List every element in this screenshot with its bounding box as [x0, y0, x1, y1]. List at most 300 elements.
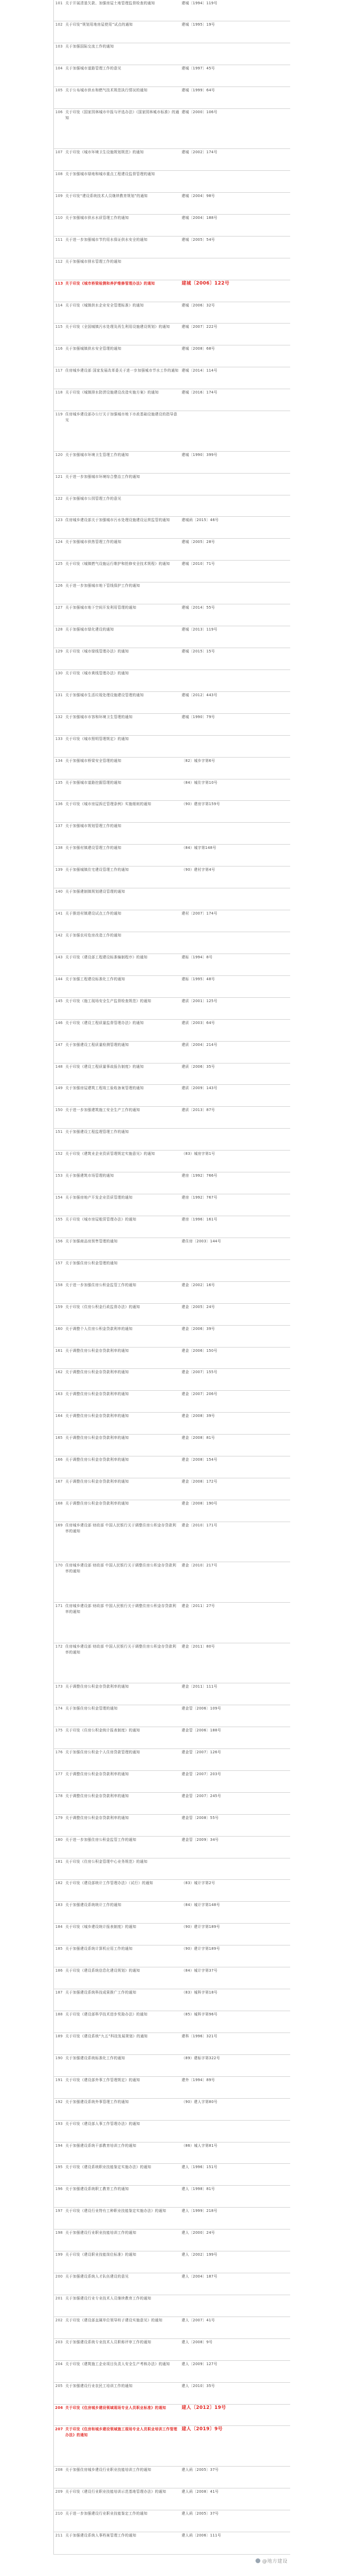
table-row	[54, 1129, 290, 1151]
document-code: 建人〔2010〕35号	[181, 2382, 290, 2404]
document-title: 关于调整住房公积金存贷款利率的通知	[65, 1814, 181, 1836]
row-number: 204	[54, 2360, 65, 2382]
document-code: 建人函〔2005〕37号	[181, 2467, 290, 2488]
row-number: 111	[54, 236, 65, 258]
table-row	[54, 2532, 290, 2554]
table-row	[54, 975, 290, 997]
table-row	[54, 345, 290, 367]
document-title: 关于印发“建设系统技术人员继续教育规划”的通知	[65, 192, 181, 214]
row-number: 177	[54, 1770, 65, 1792]
document-title: 关于印发《施工现场安全生产监督检查规范》的通知	[65, 997, 181, 1019]
document-code: 建城〔1995〕19号	[181, 21, 290, 43]
document-code: 建金〔2010〕217号	[181, 1562, 290, 1603]
row-number: 106	[54, 108, 65, 149]
document-code: 建城〔2000〕106号	[181, 108, 290, 149]
row-number: 119	[54, 411, 65, 452]
table-row	[54, 845, 290, 866]
document-title: 关于印发《建设工程质量监督管理办法》的通知	[65, 1019, 181, 1041]
table-row	[54, 280, 290, 302]
table-row	[54, 2230, 290, 2251]
document-code: 建人〔2012〕19号	[181, 2404, 290, 2426]
document-code	[181, 2120, 290, 2142]
row-number: 141	[54, 910, 65, 932]
table-row	[54, 149, 290, 171]
document-title: 关于调整住房公积金存贷款利率的通知	[65, 1683, 181, 1705]
document-code: 建金〔2007〕206号	[181, 1391, 290, 1413]
row-number: 202	[54, 2317, 65, 2338]
table-row	[54, 2295, 290, 2317]
document-title: 关于加强建设行业专业技术人员继续教育工作的通知	[65, 2295, 181, 2317]
row-number: 117	[54, 367, 65, 389]
document-title: 关于印发《住房公积金管理中心业务规范》的通知	[65, 1858, 181, 1880]
document-title: 关于印发《建设部外事工作管理规定》的通知	[65, 2076, 181, 2098]
row-number: 137	[54, 823, 65, 845]
document-code: 建人〔1996〕151号	[181, 2164, 290, 2186]
document-title: 关于印发《住房公积金统计报表制度》的通知	[65, 1727, 181, 1748]
document-title: 关于印发《建设行业特有工种职业技能鉴定实施办法》的通知	[65, 2208, 181, 2230]
table-row	[54, 86, 290, 108]
document-title: 关于印发《建设部人事工作管理办法》的通知	[65, 2120, 181, 2142]
document-code: 建金管〔2008〕55号	[181, 1814, 290, 1836]
table-row	[54, 713, 290, 735]
row-number: 122	[54, 495, 65, 517]
document-code: 建城〔2004〕98号	[181, 192, 290, 214]
table-row	[54, 1683, 290, 1705]
row-number: 207	[54, 2426, 65, 2467]
row-number: 192	[54, 2098, 65, 2120]
document-title: 关于加强建设系统统计工作的通知	[65, 1902, 181, 1924]
document-code	[181, 735, 290, 757]
table-row	[54, 1413, 290, 1435]
table-row	[54, 1562, 290, 1603]
table-row	[54, 626, 290, 648]
document-code: 建城〔2005〕28号	[181, 539, 290, 561]
document-code: 建人〔2019〕9号	[181, 2426, 290, 2467]
document-title: 关于加强工程建设标准化工作的通知	[65, 975, 181, 997]
document-code	[181, 582, 290, 604]
document-title: 关于加强城市市容和环境卫生管理的通知	[65, 713, 181, 735]
document-title: 关于加强建设系统科技成果推广工作的通知	[65, 1989, 181, 2011]
document-title: 关于印发《住房公积金行政监督办法》的通知	[65, 1303, 181, 1325]
table-row	[54, 2076, 290, 2098]
document-title: 关于加强建设行业农民工培训工作的通知	[65, 2382, 181, 2404]
row-number: 160	[54, 1325, 65, 1347]
table-row	[54, 2098, 290, 2120]
document-code: 建人〔2004〕187号	[181, 2273, 290, 2295]
document-title: 关于加强城市供热管理工作的通知	[65, 539, 181, 561]
table-row	[54, 2382, 290, 2404]
document-title: 关于印发《建筑业企业资质管理规定实施意见》的通知	[65, 1151, 181, 1172]
document-title: 关于进一步加强建筑施工安全生产工作的通知	[65, 1107, 181, 1129]
row-number: 145	[54, 997, 65, 1019]
table-row	[54, 669, 290, 691]
table-row	[54, 757, 290, 779]
document-code: 建金〔2008〕39号	[181, 1413, 290, 1435]
row-number: 182	[54, 1880, 65, 1902]
document-title: 关于印发《建设系统“九五”科技发展规划》的通知	[65, 2033, 181, 2054]
document-title: 关于调整个人住房公积金贷款利率的通知	[65, 1325, 181, 1347]
row-number: 170	[54, 1562, 65, 1603]
document-code	[181, 823, 290, 845]
table-row	[54, 2011, 290, 2033]
document-title: 住房城乡建设部 财政部 中国人民银行关于调整住房公积金存贷款利率的通知	[65, 1562, 181, 1603]
row-number: 112	[54, 258, 65, 280]
document-title: 关于调整住房公积金存贷款利率的通知	[65, 1456, 181, 1478]
document-code: 建城〔2013〕119号	[181, 626, 290, 648]
document-code: 建标〔1995〕48号	[181, 975, 290, 997]
document-code: 建质〔2009〕143号	[181, 1085, 290, 1107]
row-number: 107	[54, 149, 65, 171]
document-code: 建房〔1992〕767号	[181, 1194, 290, 1216]
document-title: 关于加强房屋建筑工程竣工验收备案管理的通知	[65, 1085, 181, 1107]
row-number: 139	[54, 866, 65, 888]
document-title: 关于印发《建设部直属单位领导班子建设实施意见》的通知	[65, 2317, 181, 2338]
document-code: （83）城科字第18号	[181, 1989, 290, 2011]
document-title: 关于加强建设工程监理管理工作的通知	[65, 1129, 181, 1151]
document-title: 关于加强城市环境卫生管理工作的通知	[65, 451, 181, 473]
document-code	[181, 473, 290, 495]
document-title: 关于印发《全国城镇污水处理及再生利用设施建设规划》的通知	[65, 324, 181, 345]
table-row	[54, 823, 290, 845]
document-title: 关于加强城市绿化建设的通知	[65, 626, 181, 648]
document-code: 建城〔1997〕45号	[181, 65, 290, 86]
document-title: 住房城乡建设部 国家发展改革委关于进一步加强城市节水工作的通知	[65, 367, 181, 389]
row-number: 199	[54, 2251, 65, 2273]
table-row	[54, 582, 290, 604]
table-row	[54, 1325, 290, 1347]
document-title: 关于印发《城镇供水企业安全管理标准》的通知	[65, 302, 181, 324]
document-title: 关于进一步加强城市节约用水保证供水安全的通知	[65, 236, 181, 258]
table-row	[54, 2142, 290, 2164]
document-title: 关于印发《国家园林城市申报与评选办法》《国家园林城市标准》的通知	[65, 108, 181, 149]
table-row	[54, 43, 290, 65]
document-code: （89）建标字第322号	[181, 2054, 290, 2076]
document-title: 关于印发《建筑施工企业项目负责人安全生产考核办法》的通知	[65, 2360, 181, 2382]
row-number: 194	[54, 2142, 65, 2164]
table-row	[54, 389, 290, 411]
table-row	[54, 888, 290, 910]
row-number: 123	[54, 517, 65, 539]
document-code: 建城〔1990〕399号	[181, 451, 290, 473]
document-code	[181, 171, 290, 193]
row-number: 121	[54, 473, 65, 495]
row-number: 144	[54, 975, 65, 997]
row-number: 140	[54, 888, 65, 910]
document-code: 建城〔2002〕174号	[181, 149, 290, 171]
document-title: 关于加强城市排水管理工作的通知	[65, 258, 181, 280]
row-number: 176	[54, 1748, 65, 1770]
document-code	[181, 669, 290, 691]
document-code: （83）城计字第2号	[181, 1880, 290, 1902]
table-row	[54, 2426, 290, 2467]
row-number: 113	[54, 280, 65, 302]
row-number: 101	[54, 0, 65, 21]
row-number: 129	[54, 648, 65, 670]
table-row	[54, 2120, 290, 2142]
row-number: 159	[54, 1303, 65, 1325]
document-code: 建城〔2015〕15号	[181, 648, 290, 670]
table-row	[54, 1456, 290, 1478]
document-code	[181, 43, 290, 65]
document-code: 建质〔2001〕125号	[181, 997, 290, 1019]
table-row	[54, 1107, 290, 1129]
table-row	[54, 1369, 290, 1391]
document-code	[181, 495, 290, 517]
document-code: 建质〔2006〕35号	[181, 1063, 290, 1085]
table-row	[54, 779, 290, 801]
document-code: 建金〔2006〕39号	[181, 1325, 290, 1347]
document-title: 关于加强城市公园管理工作的意见	[65, 495, 181, 517]
document-title: 关于加强房地产开发企业资质管理的通知	[65, 1194, 181, 1216]
document-title: 关于调整住房公积金存贷款利率的通知	[65, 1369, 181, 1391]
table-row	[54, 302, 290, 324]
document-code: 建金〔2002〕16号	[181, 1281, 290, 1303]
row-number: 158	[54, 1281, 65, 1303]
row-number: 125	[54, 561, 65, 582]
document-title: 关于印发《建设部统计工作管理办法》（试行）的通知	[65, 1880, 181, 1902]
row-number: 208	[54, 2467, 65, 2488]
table-row	[54, 1063, 290, 1085]
row-number: 104	[54, 65, 65, 86]
table-row	[54, 1603, 290, 1643]
document-title: 关于加强住房公积金管理的通知	[65, 1705, 181, 1727]
row-number: 206	[54, 2404, 65, 2426]
document-code: 建标〔1994〕8号	[181, 954, 290, 975]
document-title: 关于印发《住房和城乡建设领域施工现场专业人员职业培训工作管理办法》的通知	[65, 2426, 181, 2467]
table-row	[54, 1902, 290, 1924]
document-title: 关于公布城市供水和燃气技术规范执行情况的通知	[65, 86, 181, 108]
document-code: 建人函〔2005〕37号	[181, 2510, 290, 2532]
table-row	[54, 1303, 290, 1325]
document-title: 关于调整住房公积金存贷款利率的通知	[65, 1413, 181, 1435]
table-row	[54, 171, 290, 193]
document-code: （84）城计字第37号	[181, 1967, 290, 1989]
document-code: 建城〔2010〕71号	[181, 561, 290, 582]
document-title: 住房城乡建设部办公厅关于加强城市地下市政基础设施建设的指导意见	[65, 411, 181, 452]
document-code: （84）城计字第148号	[181, 1902, 290, 1924]
document-code: 建城〔2007〕222号	[181, 324, 290, 345]
document-code: 建金〔2011〕27号	[181, 1603, 290, 1643]
document-title: 关于加强城镇住宅建设管理工作的通知	[65, 866, 181, 888]
row-number: 200	[54, 2273, 65, 2295]
document-code: 建金管〔2006〕109号	[181, 1705, 290, 1727]
table-row	[54, 1391, 290, 1413]
table-row	[54, 236, 290, 258]
watermark-text: @地方建设	[262, 2559, 288, 2564]
table-row	[54, 324, 290, 345]
document-title: 关于加强建设系统外事管理工作的通知	[65, 2098, 181, 2120]
row-number: 120	[54, 451, 65, 473]
table-row	[54, 1500, 290, 1522]
row-number: 109	[54, 192, 65, 214]
row-number: 187	[54, 1989, 65, 2011]
table-row	[54, 1858, 290, 1880]
row-number: 148	[54, 1063, 65, 1085]
row-number: 174	[54, 1705, 65, 1727]
document-code: 建城〔2006〕32号	[181, 302, 290, 324]
document-code: 建城〔2012〕443号	[181, 691, 290, 713]
table-row	[54, 473, 290, 495]
document-code: 建房〔1992〕766号	[181, 1172, 290, 1194]
row-number: 171	[54, 1603, 65, 1643]
watermark	[256, 2557, 288, 2564]
row-number: 143	[54, 954, 65, 975]
row-number: 179	[54, 1814, 65, 1836]
document-code: （90）建村字第4号	[181, 866, 290, 888]
document-code	[181, 888, 290, 910]
document-title: 关于调整住房公积金存贷款利率的通知	[65, 1391, 181, 1413]
table-row	[54, 65, 290, 86]
document-code: 建金〔2008〕172号	[181, 1478, 290, 1500]
document-title: 住房城乡建设部 财政部 中国人民银行关于调整住房公积金存贷款利率的通知	[65, 1522, 181, 1562]
document-title: 关于印发《城镇燃气设施运行维护和抢修安全技术规程》的通知	[65, 561, 181, 582]
document-code: 建金〔2008〕154号	[181, 1456, 290, 1478]
document-code: 建城〔2016〕174号	[181, 389, 290, 411]
document-code	[181, 1129, 290, 1151]
row-number: 115	[54, 324, 65, 345]
document-title: 关于调整住房公积金存贷款利率的通知	[65, 1770, 181, 1792]
document-title: 关于加强住房城乡建设行业职业技能培训工作的通知	[65, 2467, 181, 2488]
table-row	[54, 367, 290, 389]
document-code: 建金〔2011〕111号	[181, 1683, 290, 1705]
document-code: 建金〔2005〕24号	[181, 1303, 290, 1325]
row-number: 131	[54, 691, 65, 713]
document-title: 关于印发《城市房屋租赁管理办法》的通知	[65, 1216, 181, 1238]
table-row	[54, 1478, 290, 1500]
document-code: 建金管〔2006〕188号	[181, 1727, 290, 1748]
document-code: 建外〔1994〕89号	[181, 2076, 290, 2098]
row-number: 103	[54, 43, 65, 65]
document-code: 建金〔2008〕81号	[181, 1435, 290, 1456]
row-number: 134	[54, 757, 65, 779]
table-row	[54, 1924, 290, 1945]
document-title: 关于印发《建设系统信息化建设规划》的通知	[65, 1967, 181, 1989]
row-number: 105	[54, 86, 65, 108]
row-number: 173	[54, 1683, 65, 1705]
document-title: 关于加强城市供水水质管理工作的通知	[65, 214, 181, 236]
document-title: 关于进一步加强住房公积金监管工作的通知	[65, 1281, 181, 1303]
document-code: 建科〔1996〕321号	[181, 2033, 290, 2054]
document-title: 关于加强城市道路挖掘管理的通知	[65, 779, 181, 801]
document-title: 关于推进村镇建设试点工作的通知	[65, 910, 181, 932]
document-code: 建人函〔2008〕41号	[181, 2488, 290, 2510]
table-row	[54, 1085, 290, 1107]
row-number: 151	[54, 1129, 65, 1151]
document-code: 建人〔1999〕218号	[181, 2208, 290, 2230]
row-number: 130	[54, 669, 65, 691]
row-number: 135	[54, 779, 65, 801]
row-number: 132	[54, 713, 65, 735]
document-code: 建金〔2006〕150号	[181, 1347, 290, 1369]
document-title: 关于加强建设系统干部教育培训工作的通知	[65, 2142, 181, 2164]
document-title: 关于加强建设系统人事档案管理工作的通知	[65, 2532, 181, 2554]
row-number: 163	[54, 1391, 65, 1413]
document-code	[181, 1858, 290, 1880]
table-row	[54, 2360, 290, 2382]
row-number: 175	[54, 1727, 65, 1748]
regulation-table	[53, 0, 290, 2555]
document-code: （90）建房字第159号	[181, 801, 290, 823]
row-number: 186	[54, 1967, 65, 1989]
table-row	[54, 910, 290, 932]
table-row	[54, 1748, 290, 1770]
document-title: 关于加强城市生活垃圾处理设施建设管理的通知	[65, 691, 181, 713]
table-row	[54, 2164, 290, 2186]
document-code: 建人函〔2006〕111号	[181, 2532, 290, 2554]
document-title: 关于印发《城市照明管理规定》的通知	[65, 735, 181, 757]
table-row	[54, 932, 290, 954]
document-title: 关于加强村镇建设管理工作的通知	[65, 845, 181, 866]
row-number: 126	[54, 582, 65, 604]
row-number: 138	[54, 845, 65, 866]
row-number: 210	[54, 2510, 65, 2532]
document-code: 建人〔2007〕41号	[181, 2317, 290, 2338]
table-row	[54, 192, 290, 214]
document-title: 关于调整住房公积金存贷款利率的通知	[65, 1500, 181, 1522]
document-code	[181, 411, 290, 452]
table-row	[54, 648, 290, 670]
table-row	[54, 1522, 290, 1562]
table-row	[54, 2488, 290, 2510]
document-title: 关于印发《城市桥梁检测和养护维修管理办法》的通知	[65, 280, 181, 302]
row-number: 195	[54, 2164, 65, 2186]
table-row	[54, 1989, 290, 2011]
document-title: 关于加强建设行业职业技能培训工作的通知	[65, 2230, 181, 2251]
table-row	[54, 1435, 290, 1456]
row-number: 188	[54, 2011, 65, 2033]
row-number: 165	[54, 1435, 65, 1456]
document-title: 关于印发《建设部科学技术进步奖励办法》的通知	[65, 2011, 181, 2033]
table-row	[54, 1643, 290, 1683]
document-title: 关于印发《建设职业技能岗位标准》的通知	[65, 2251, 181, 2273]
document-title: 关于加强建制镇规划建设管理的通知	[65, 888, 181, 910]
document-code: 建金管〔2007〕126号	[181, 1748, 290, 1770]
document-code: （90）建人字第80号	[181, 2098, 290, 2120]
table-row	[54, 1172, 290, 1194]
document-title: 关于加强建筑市场管理的通知	[65, 1172, 181, 1194]
table-row	[54, 954, 290, 975]
row-number: 172	[54, 1643, 65, 1683]
table-row	[54, 2208, 290, 2230]
row-number: 156	[54, 1238, 65, 1259]
document-title: 关于调整住房公积金存贷款利率的通知	[65, 1792, 181, 1814]
document-title: 住房城乡建设部 财政部 中国人民银行关于调整住房公积金存贷款利率的通知	[65, 1603, 181, 1643]
document-title: 关于印发《城市环境卫生设施规划规范》的通知	[65, 149, 181, 171]
row-number: 116	[54, 345, 65, 367]
table-row	[54, 2186, 290, 2208]
document-title: 关于加强住房公积金个人住房贷款管理的通知	[65, 1748, 181, 1770]
document-title: 关于印发《建设行业职业技能培训示范基地管理办法》的通知	[65, 2488, 181, 2510]
document-title: 关于开展清退欠款、加强房屋土地管理监督检查的通知	[65, 0, 181, 21]
document-code	[181, 932, 290, 954]
table-row	[54, 866, 290, 888]
row-number: 142	[54, 932, 65, 954]
document-code: 建人〔2009〕127号	[181, 2360, 290, 2382]
document-code: 建质〔2013〕87号	[181, 1107, 290, 1129]
document-code: 建金〔2008〕190号	[181, 1500, 290, 1522]
document-code: （85）城科字第96号	[181, 2011, 290, 2033]
table-row	[54, 997, 290, 1019]
document-code: 建城〔2014〕55号	[181, 604, 290, 626]
document-title: 关于加强建设系统专业技术人员职称评审工作的通知	[65, 2338, 181, 2360]
document-title: 关于调整住房公积金存贷款利率的通知	[65, 1435, 181, 1456]
document-title: 关于加强建设系统标准化工作的通知	[65, 2054, 181, 2076]
document-title: 关于印发《城市绿线管理办法》的通知	[65, 648, 181, 670]
row-number: 211	[54, 2532, 65, 2554]
document-code: 建城〔2006〕122号	[181, 280, 290, 302]
document-title: 关于印发《城镇排水防涝设施建设改造实施方案》的通知	[65, 389, 181, 411]
document-title: 关于加强国际交流工作的通知	[65, 43, 181, 65]
